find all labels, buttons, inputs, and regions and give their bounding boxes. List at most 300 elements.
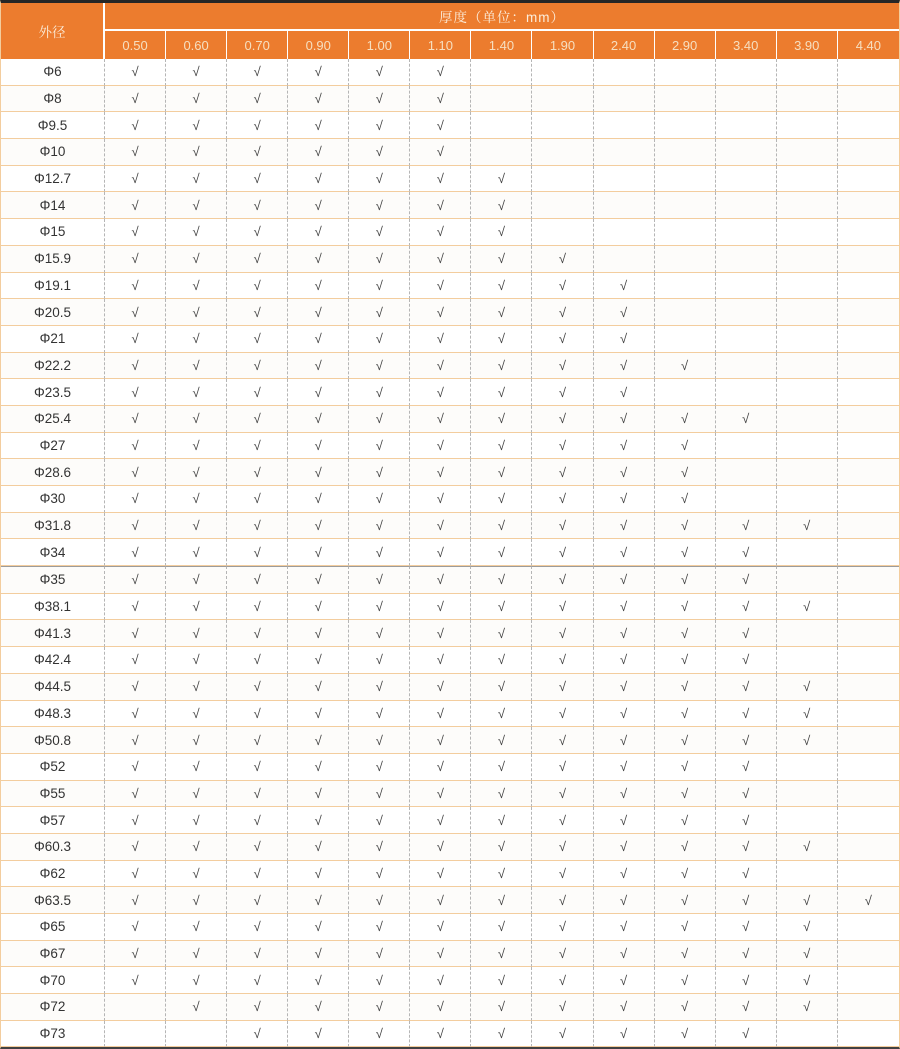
check-cell: √ [777,513,838,540]
empty-cell [655,326,716,353]
table-row [1,406,899,433]
header-title-row [1,3,899,29]
column-header-thickness: 0.90 [288,29,349,59]
check-cell: √ [594,834,655,861]
column-header-thickness: 3.90 [777,29,838,59]
empty-cell [532,112,593,139]
check-cell: √ [410,861,471,888]
check-cell: √ [594,781,655,808]
empty-cell [838,166,899,193]
check-cell: √ [410,701,471,728]
check-cell: √ [166,192,227,219]
check-cell: √ [227,246,288,273]
row-header-diameter: Φ73 [1,1021,105,1048]
check-cell: √ [105,406,166,433]
table-row [1,834,899,861]
check-cell: √ [471,246,532,273]
empty-cell [716,353,777,380]
check-cell: √ [349,994,410,1021]
check-cell: √ [410,326,471,353]
empty-cell [532,219,593,246]
check-cell: √ [349,701,410,728]
check-cell: √ [532,1021,593,1048]
check-cell: √ [532,834,593,861]
check-cell: √ [594,379,655,406]
check-cell: √ [288,594,349,621]
check-cell: √ [716,887,777,914]
check-cell: √ [594,967,655,994]
check-cell: √ [227,513,288,540]
check-cell: √ [349,459,410,486]
check-cell: √ [471,941,532,968]
check-cell: √ [288,539,349,566]
check-cell: √ [471,459,532,486]
empty-cell [838,459,899,486]
check-cell: √ [349,139,410,166]
empty-cell [838,539,899,566]
empty-cell [838,620,899,647]
table-row [1,379,899,406]
check-cell: √ [288,112,349,139]
empty-cell [838,246,899,273]
check-cell: √ [471,486,532,513]
check-cell: √ [166,807,227,834]
check-cell: √ [105,594,166,621]
check-cell: √ [227,379,288,406]
check-cell: √ [288,139,349,166]
empty-cell [777,112,838,139]
check-cell: √ [471,727,532,754]
column-header-thickness: 4.40 [838,29,899,59]
table-row [1,166,899,193]
check-cell: √ [166,219,227,246]
row-header-diameter: Φ20.5 [1,299,105,326]
check-cell: √ [105,246,166,273]
row-header-diameter: Φ8 [1,86,105,113]
empty-cell [838,727,899,754]
check-cell: √ [655,1021,716,1048]
check-cell: √ [532,727,593,754]
empty-cell [777,379,838,406]
row-header-diameter: Φ67 [1,941,105,968]
empty-cell [716,326,777,353]
check-cell: √ [166,941,227,968]
check-cell: √ [288,192,349,219]
check-cell: √ [594,807,655,834]
check-cell: √ [349,353,410,380]
check-cell: √ [349,807,410,834]
check-cell: √ [227,1021,288,1048]
row-header-diameter: Φ34 [1,539,105,566]
check-cell: √ [716,781,777,808]
row-header-diameter: Φ9.5 [1,112,105,139]
check-cell: √ [349,59,410,86]
column-header-thickness: 0.50 [105,29,166,59]
empty-cell [471,139,532,166]
check-cell: √ [532,994,593,1021]
empty-cell [777,433,838,460]
empty-cell [777,59,838,86]
empty-cell [471,86,532,113]
empty-cell [838,379,899,406]
check-cell: √ [716,727,777,754]
check-cell: √ [594,674,655,701]
check-cell: √ [166,887,227,914]
check-cell: √ [594,861,655,888]
empty-cell [777,326,838,353]
check-cell: √ [166,299,227,326]
check-cell: √ [655,459,716,486]
check-cell: √ [716,620,777,647]
check-cell: √ [410,914,471,941]
check-cell: √ [288,914,349,941]
check-cell: √ [532,887,593,914]
check-cell: √ [227,674,288,701]
check-cell: √ [532,594,593,621]
table-row [1,433,899,460]
check-cell: √ [471,620,532,647]
check-cell: √ [777,701,838,728]
check-cell: √ [777,994,838,1021]
check-cell: √ [105,674,166,701]
empty-cell [716,379,777,406]
check-cell: √ [471,674,532,701]
check-cell: √ [288,59,349,86]
table-row [1,941,899,968]
check-cell: √ [410,219,471,246]
empty-cell [777,406,838,433]
check-cell: √ [105,459,166,486]
row-header-diameter: Φ19.1 [1,273,105,300]
table-row [1,246,899,273]
check-cell: √ [655,781,716,808]
check-cell: √ [655,486,716,513]
check-cell: √ [410,139,471,166]
check-cell: √ [349,539,410,566]
row-header-diameter: Φ48.3 [1,701,105,728]
empty-cell [777,166,838,193]
empty-cell [594,219,655,246]
check-cell: √ [227,754,288,781]
check-cell: √ [716,701,777,728]
check-cell: √ [105,139,166,166]
empty-cell [471,59,532,86]
empty-cell [838,941,899,968]
table-row [1,887,899,914]
empty-cell [777,246,838,273]
empty-cell [777,539,838,566]
check-cell: √ [655,807,716,834]
check-cell: √ [227,219,288,246]
empty-cell [105,1021,166,1048]
empty-cell [777,861,838,888]
check-cell: √ [105,861,166,888]
column-header-thickness: 1.40 [471,29,532,59]
check-cell: √ [288,647,349,674]
check-cell: √ [655,994,716,1021]
check-cell: √ [166,166,227,193]
check-cell: √ [349,86,410,113]
check-cell: √ [532,406,593,433]
check-cell: √ [105,701,166,728]
check-cell: √ [105,727,166,754]
check-cell: √ [105,59,166,86]
check-cell: √ [227,941,288,968]
check-cell: √ [166,59,227,86]
empty-cell [716,86,777,113]
check-cell: √ [349,1021,410,1048]
check-cell: √ [594,914,655,941]
check-cell: √ [594,594,655,621]
empty-cell [471,112,532,139]
check-cell: √ [471,754,532,781]
check-cell: √ [471,539,532,566]
check-cell: √ [105,754,166,781]
check-cell: √ [716,861,777,888]
check-cell: √ [716,406,777,433]
table-row [1,994,899,1021]
check-cell: √ [410,246,471,273]
column-header-thickness: 3.40 [716,29,777,59]
check-cell: √ [349,566,410,594]
check-cell: √ [166,433,227,460]
empty-cell [716,459,777,486]
check-cell: √ [288,674,349,701]
empty-cell [716,433,777,460]
check-cell: √ [349,887,410,914]
check-cell: √ [532,914,593,941]
check-cell: √ [166,701,227,728]
empty-cell [777,1021,838,1048]
check-cell: √ [471,967,532,994]
row-header-diameter: Φ60.3 [1,834,105,861]
check-cell: √ [594,727,655,754]
check-cell: √ [594,941,655,968]
empty-cell [777,219,838,246]
check-cell: √ [166,513,227,540]
check-cell: √ [716,834,777,861]
check-cell: √ [410,967,471,994]
check-cell: √ [349,674,410,701]
check-cell: √ [288,887,349,914]
check-cell: √ [349,219,410,246]
check-cell: √ [532,433,593,460]
check-cell: √ [594,326,655,353]
empty-cell [655,86,716,113]
empty-cell [716,139,777,166]
empty-cell [777,86,838,113]
empty-cell [655,246,716,273]
check-cell: √ [349,727,410,754]
empty-cell [838,192,899,219]
check-cell: √ [532,539,593,566]
row-header-diameter: Φ25.4 [1,406,105,433]
row-header-diameter: Φ10 [1,139,105,166]
check-cell: √ [532,486,593,513]
check-cell: √ [227,539,288,566]
check-cell: √ [532,566,593,594]
check-cell: √ [471,781,532,808]
table-row [1,459,899,486]
empty-cell [777,192,838,219]
check-cell: √ [227,594,288,621]
empty-cell [838,406,899,433]
check-cell: √ [166,594,227,621]
table-row [1,566,899,594]
check-cell: √ [105,326,166,353]
row-header-diameter: Φ63.5 [1,887,105,914]
check-cell: √ [777,834,838,861]
check-cell: √ [349,273,410,300]
check-cell: √ [105,941,166,968]
check-cell: √ [410,620,471,647]
check-cell: √ [777,941,838,968]
check-cell: √ [655,914,716,941]
check-cell: √ [288,566,349,594]
row-header-diameter: Φ15.9 [1,246,105,273]
check-cell: √ [777,914,838,941]
empty-cell [166,1021,227,1048]
check-cell: √ [410,566,471,594]
check-cell: √ [166,781,227,808]
table-row [1,513,899,540]
check-cell: √ [105,566,166,594]
column-header-thickness: 1.00 [349,29,410,59]
check-cell: √ [105,192,166,219]
check-cell: √ [471,273,532,300]
table-row [1,539,899,566]
column-header-thickness: 2.90 [655,29,716,59]
empty-cell [838,701,899,728]
check-cell: √ [777,727,838,754]
empty-cell [655,299,716,326]
column-header-thickness: 0.60 [166,29,227,59]
row-header-diameter: Φ50.8 [1,727,105,754]
check-cell: √ [532,647,593,674]
row-header-diameter: Φ38.1 [1,594,105,621]
row-header-diameter: Φ23.5 [1,379,105,406]
check-cell: √ [227,967,288,994]
table-row [1,647,899,674]
check-cell: √ [349,647,410,674]
check-cell: √ [594,647,655,674]
check-cell: √ [288,406,349,433]
empty-cell [838,513,899,540]
check-cell: √ [349,379,410,406]
empty-cell [838,834,899,861]
check-cell: √ [471,647,532,674]
empty-cell [777,139,838,166]
check-cell: √ [349,433,410,460]
check-cell: √ [716,647,777,674]
check-cell: √ [716,807,777,834]
empty-cell [838,273,899,300]
row-header-diameter: Φ6 [1,59,105,86]
check-cell: √ [655,594,716,621]
empty-cell [716,299,777,326]
check-cell: √ [594,273,655,300]
row-header-diameter: Φ15 [1,219,105,246]
check-cell: √ [105,781,166,808]
check-cell: √ [105,620,166,647]
table-row [1,112,899,139]
empty-cell [838,967,899,994]
check-cell: √ [166,861,227,888]
check-cell: √ [655,727,716,754]
table-row [1,701,899,728]
check-cell: √ [349,914,410,941]
check-cell: √ [288,727,349,754]
table-row [1,594,899,621]
check-cell: √ [166,539,227,566]
check-cell: √ [594,353,655,380]
check-cell: √ [227,326,288,353]
column-header-thickness: 1.90 [532,29,593,59]
row-header-diameter: Φ42.4 [1,647,105,674]
empty-cell [838,326,899,353]
empty-cell [655,273,716,300]
table-row [1,326,899,353]
check-cell: √ [410,941,471,968]
check-cell: √ [227,807,288,834]
empty-cell [532,59,593,86]
table-row [1,807,899,834]
check-cell: √ [716,1021,777,1048]
check-cell: √ [349,834,410,861]
check-cell: √ [655,513,716,540]
row-header-diameter: Φ21 [1,326,105,353]
table-row [1,353,899,380]
table-row [1,674,899,701]
empty-cell [716,112,777,139]
check-cell: √ [716,994,777,1021]
check-cell: √ [288,861,349,888]
check-cell: √ [105,353,166,380]
check-cell: √ [655,647,716,674]
check-cell: √ [349,486,410,513]
check-cell: √ [227,647,288,674]
row-header-diameter: Φ28.6 [1,459,105,486]
table-row [1,620,899,647]
row-header-diameter: Φ27 [1,433,105,460]
row-header-diameter: Φ70 [1,967,105,994]
check-cell: √ [532,379,593,406]
check-cell: √ [410,459,471,486]
empty-cell [838,674,899,701]
check-cell: √ [166,914,227,941]
check-cell: √ [288,941,349,968]
check-cell: √ [288,834,349,861]
empty-cell [838,353,899,380]
check-cell: √ [288,967,349,994]
empty-cell [838,781,899,808]
check-cell: √ [410,887,471,914]
check-cell: √ [410,539,471,566]
check-cell: √ [349,326,410,353]
check-cell: √ [105,647,166,674]
empty-cell [777,273,838,300]
empty-cell [655,166,716,193]
check-cell: √ [594,994,655,1021]
check-cell: √ [227,914,288,941]
check-cell: √ [349,246,410,273]
check-cell: √ [471,406,532,433]
check-cell: √ [716,539,777,566]
check-cell: √ [532,513,593,540]
check-cell: √ [471,994,532,1021]
check-cell: √ [227,727,288,754]
check-cell: √ [532,299,593,326]
